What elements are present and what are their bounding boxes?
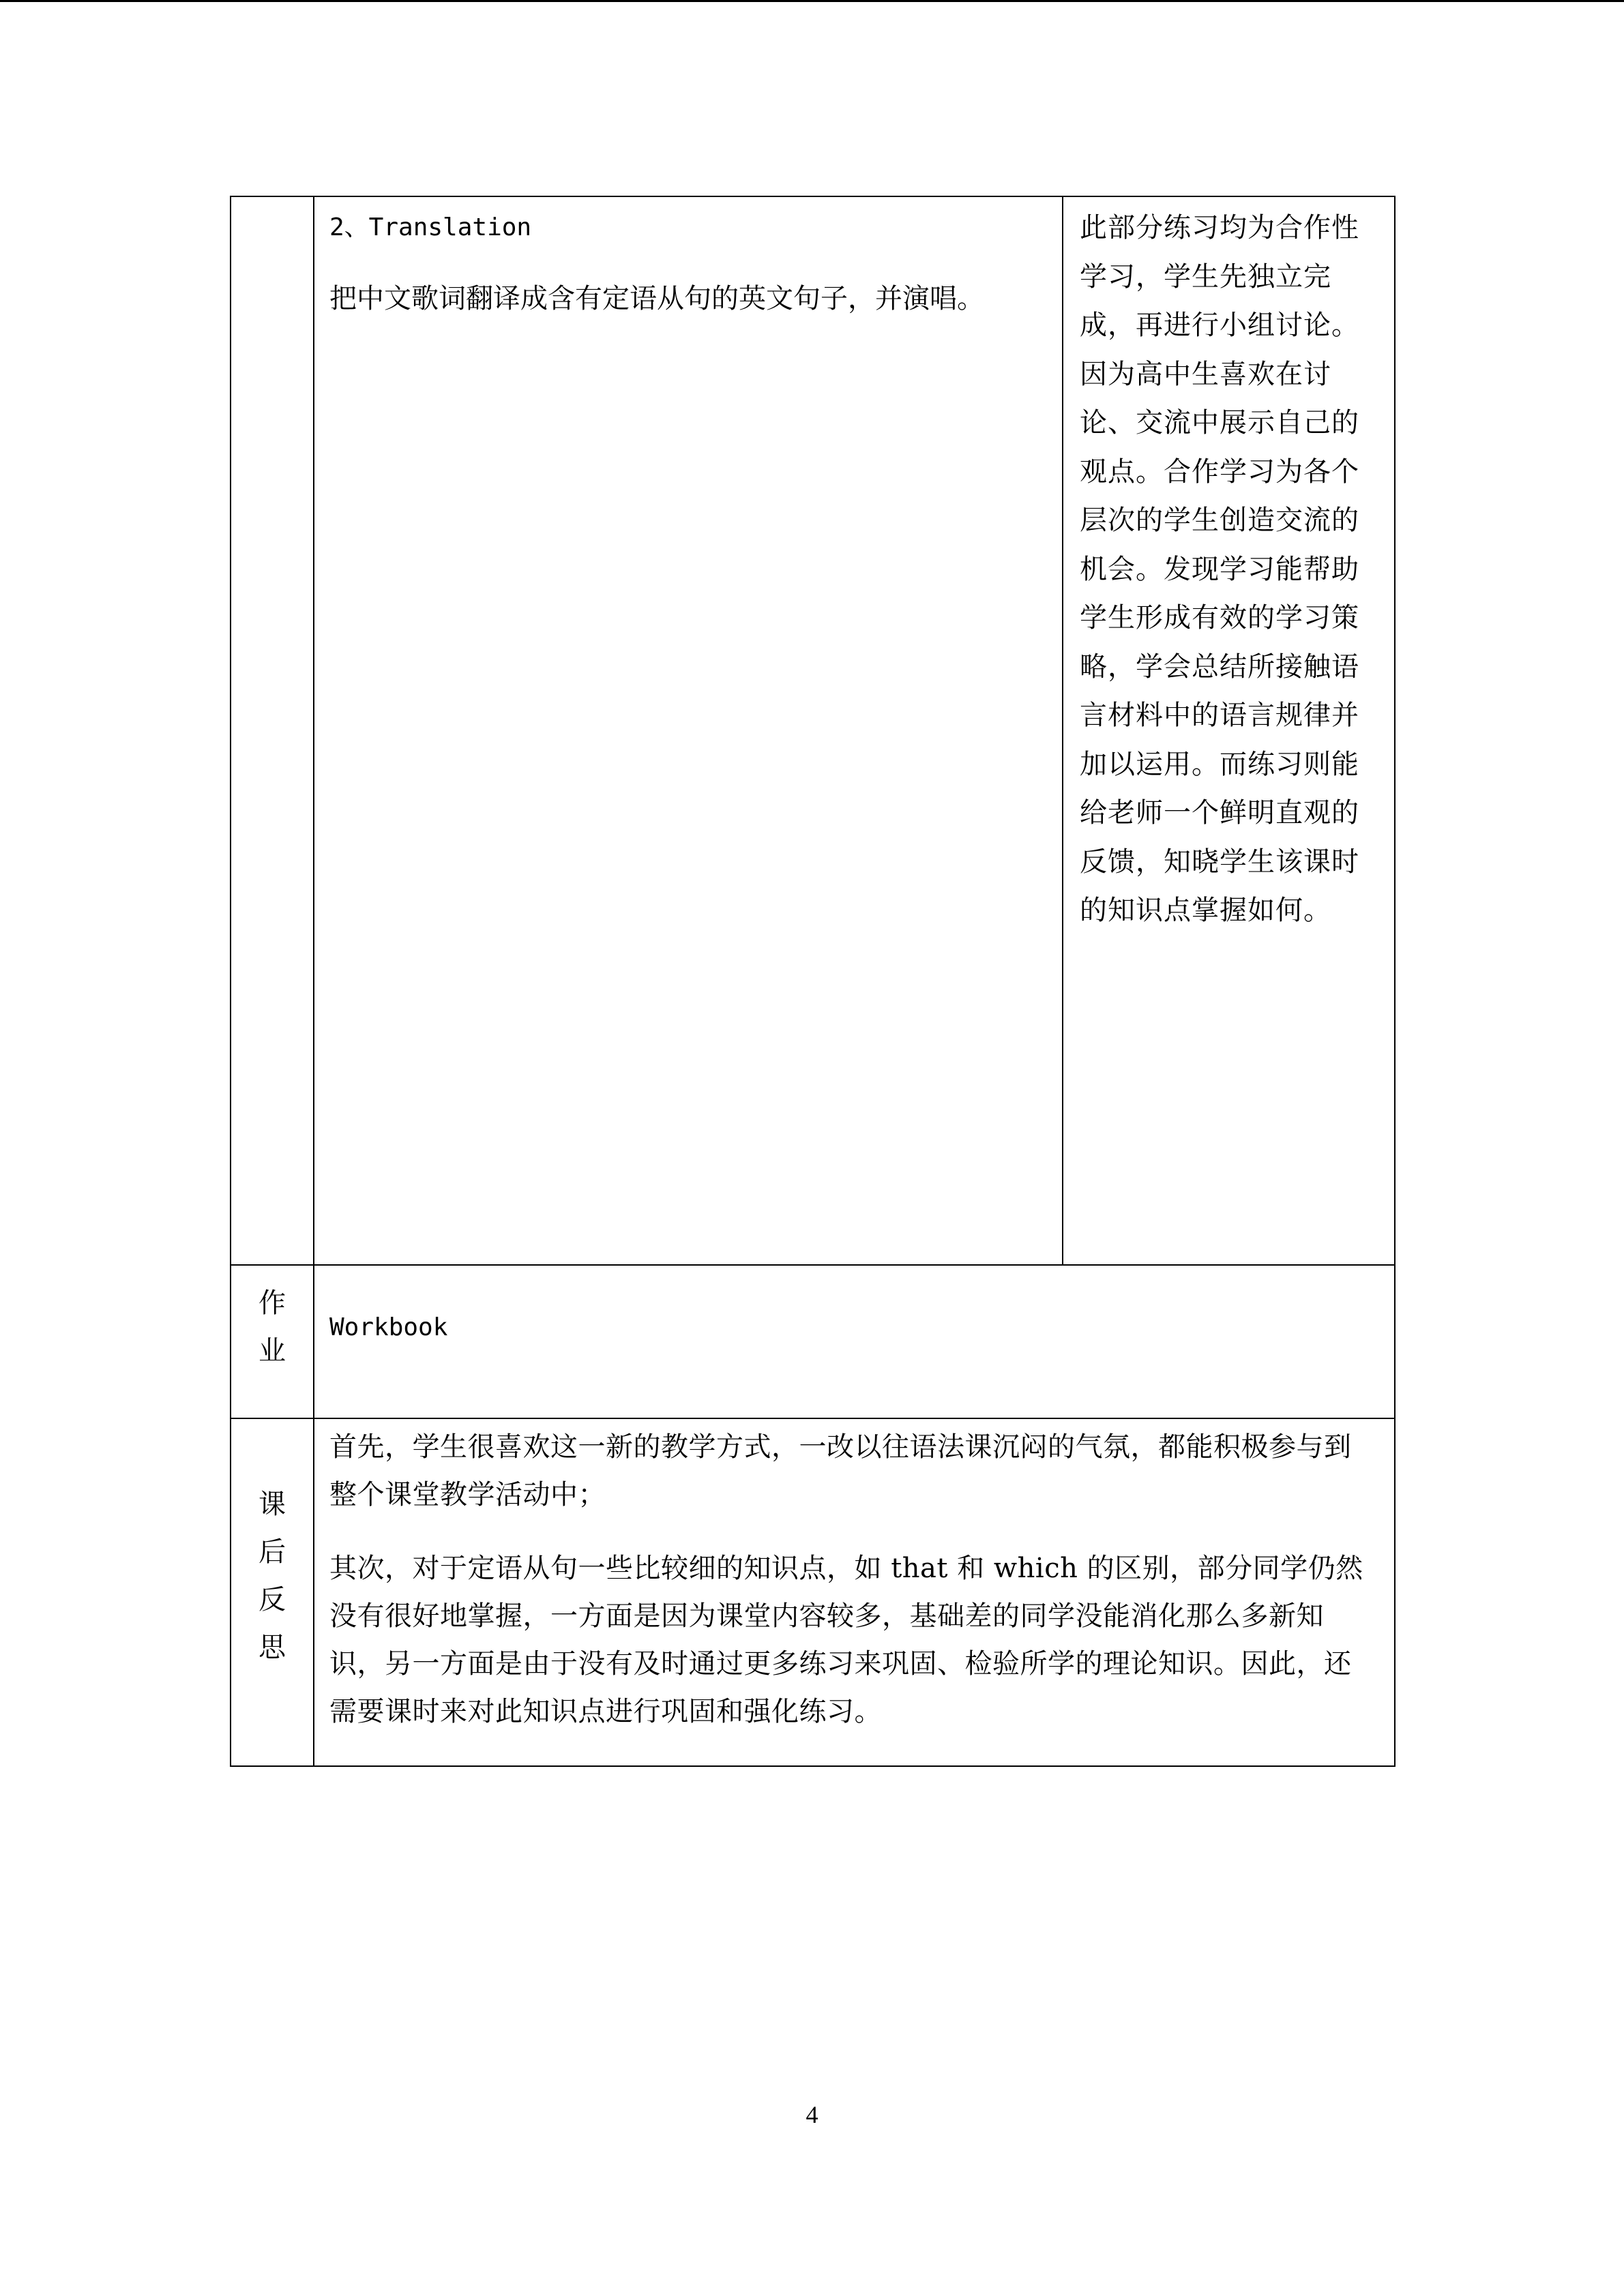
design-rationale-text: 此部分练习均为合作性学习，学生先独立完成，再进行小组讨论。因为高中生喜欢在讨论、交流中展示自己的观点。合作学习为各个层次的学生创造交流的机会。发现学习能帮助学生形成有效的学习策略，学会总结所接触语言材料中的语言规律并加以运用。而练习则能给老师一个鲜明直观的反馈，知晓学生该课时的知识点掌握如何。	[1080, 212, 1359, 926]
homework-content-cell	[314, 1265, 1395, 1418]
reflection-label-char: 思	[259, 1632, 286, 1663]
reflection-row	[231, 1418, 1395, 1766]
homework-row	[231, 1265, 1395, 1418]
reflection-content-cell	[314, 1418, 1395, 1766]
reflection-label-cell	[231, 1418, 314, 1766]
translation-content-cell	[314, 196, 1063, 1265]
top-border-line	[0, 0, 1624, 2]
translation-row	[231, 196, 1395, 1265]
reflection-label-char: 反	[259, 1584, 286, 1615]
homework-label-cell	[231, 1265, 314, 1418]
homework-text: Workbook	[329, 1313, 448, 1341]
homework-label-char: 业	[259, 1335, 286, 1367]
reflection-label-char: 后	[259, 1536, 286, 1568]
page-number: 4	[806, 2101, 818, 2128]
translation-instruction: 把中文歌词翻译成含有定语从句的英文句子，并演唱。	[329, 282, 984, 314]
translation-heading: 2、Translation	[329, 213, 532, 241]
translation-label-cell	[231, 196, 314, 1265]
design-rationale-cell	[1063, 196, 1395, 1265]
lesson-plan-table	[230, 196, 1396, 1767]
reflection-paragraph-1: 首先，学生很喜欢这一新的教学方式，一改以往语法课沉闷的气氛，都能积极参与到整个课堂教学活动中；	[329, 1431, 1352, 1510]
homework-label-char: 作	[259, 1287, 286, 1319]
reflection-paragraph-2: 其次，对于定语从句一些比较细的知识点，如 that 和 which 的区别，部分同学仍然没有很好地掌握，一方面是因为课堂内容较多，基础差的同学没能消化那么多新知识，另一方面是由于没有及时通过更多练习来巩固、检验所学的理论知识。因此，还需要课时来对此知识点进行巩固和强化练习。	[329, 1553, 1363, 1727]
reflection-label-char: 课	[259, 1489, 286, 1520]
